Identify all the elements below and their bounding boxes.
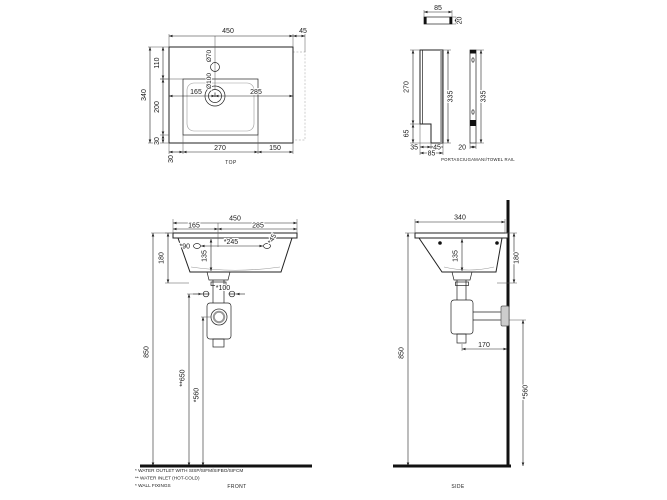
dim-rail-foot: 65 — [403, 129, 411, 138]
dim-front-outlet: *560 — [193, 387, 201, 403]
dim-rail-top-thickness: 20 — [456, 16, 464, 25]
towel-rail-view — [404, 5, 516, 162]
dim-front-fix-right: *45 — [267, 232, 279, 246]
dim-rail-side-width: 20 — [458, 144, 466, 152]
trap-body-side — [451, 300, 473, 334]
dim-front-bowl-depth: 135 — [201, 250, 209, 262]
dim-top-hole70: Ø70 — [206, 49, 213, 63]
dim-side-outlet: *560 — [522, 384, 530, 400]
drain-flange-side — [452, 272, 472, 280]
dim-rail-upper: 270 — [403, 81, 411, 93]
dim-front-inlet: **650 — [179, 369, 187, 387]
front-view — [135, 216, 312, 491]
dim-top-edge30: 30 — [168, 155, 175, 163]
rail-hole — [472, 110, 474, 114]
dim-top-shelf: 150 — [269, 145, 281, 152]
rail-hole — [472, 58, 474, 62]
basin-top-outline — [169, 47, 293, 143]
wall-escutcheon — [501, 306, 509, 326]
dim-front-height: 850 — [143, 346, 151, 358]
rail-front-outline — [420, 50, 443, 143]
rail-top-outline — [424, 17, 452, 24]
caption-towel-rail: PORTASCIUGAMANI/TOWEL RAIL — [441, 157, 515, 162]
dim-top-back-offset: 110 — [154, 57, 161, 69]
legend-wall-fixings: * WALL FIXINGS — [135, 483, 171, 488]
dim-top-bowl-width: 270 — [214, 145, 226, 152]
dim-top-hole100: Ø100 — [206, 73, 213, 89]
legend-water-outlet: * WATER OUTLET WITH SISP/SIFM/SIFBO/SIFCM — [135, 468, 244, 473]
basin-side-outline — [419, 238, 502, 272]
dim-side-bowl-depth: 135 — [452, 250, 460, 262]
dim-front-tap-right: 285 — [252, 222, 264, 230]
rim-side — [415, 233, 508, 238]
dim-rail-width: 85 — [427, 150, 436, 158]
rail-side-outline — [470, 50, 476, 143]
dim-top-overhang: 45 — [299, 28, 307, 35]
caption-front-view: FRONT — [227, 484, 247, 490]
dim-top-bowl-depth: 200 — [154, 101, 161, 113]
top-view — [141, 28, 307, 166]
dim-side-apron: 180 — [513, 252, 521, 264]
dim-top-depth: 340 — [141, 89, 148, 101]
dim-front-outlet-span: *100 — [215, 285, 231, 292]
dim-top-tap-right: 285 — [250, 89, 262, 96]
dim-rail-top-width: 85 — [434, 5, 442, 12]
rim-front — [173, 233, 297, 238]
fixing-dot — [495, 241, 499, 245]
caption-top-view: TOP — [225, 160, 237, 166]
fixing-dot — [438, 241, 442, 245]
dim-top-total-width: 450 — [222, 28, 234, 35]
dim-front-fix-left: *90 — [179, 243, 190, 251]
legend-water-inlet: ** WATER INLET (HOT-COLD) — [135, 475, 200, 481]
dim-rail-foot-width: 45 — [433, 144, 441, 152]
dim-top-tap-left: 165 — [190, 89, 202, 96]
dim-front-apron: 180 — [158, 252, 166, 264]
dim-front-total-width: 450 — [229, 215, 241, 223]
dim-front-fix-span: *245 — [223, 239, 239, 246]
dim-front-tap-left: 165 — [188, 222, 200, 230]
side-view — [393, 200, 530, 490]
dim-rail-height-side: 335 — [480, 90, 488, 103]
dim-rail-foot-inset: 35 — [410, 144, 418, 152]
dim-side-trap-wall: 170 — [478, 342, 490, 349]
caption-side-view: SIDE — [451, 484, 465, 490]
dim-side-height: 850 — [398, 347, 406, 359]
rail-bracket — [470, 120, 476, 126]
drain-flange — [207, 272, 230, 280]
dim-side-depth: 340 — [454, 214, 466, 222]
dim-top-rim30: 30 — [154, 137, 161, 145]
dim-rail-height-front: 335 — [447, 90, 455, 103]
